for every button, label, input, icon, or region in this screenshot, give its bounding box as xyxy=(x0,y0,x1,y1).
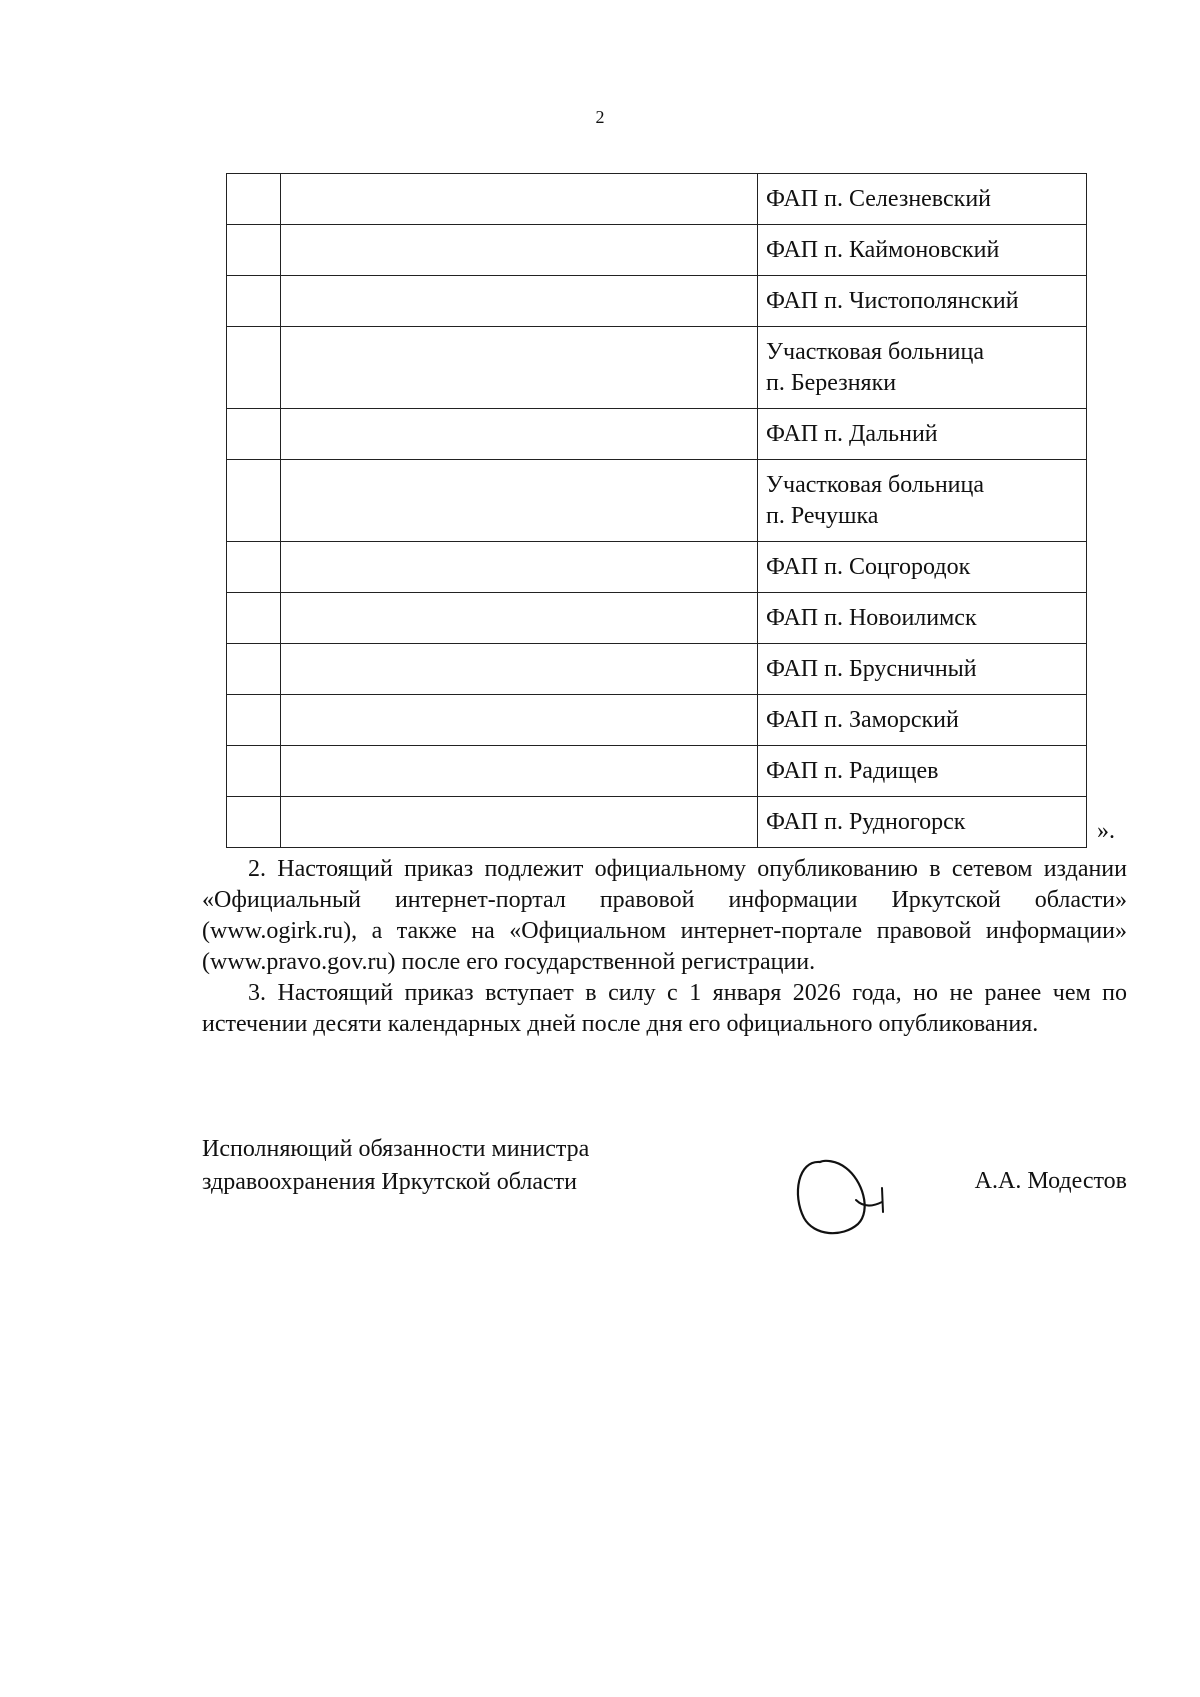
empty-cell-number xyxy=(227,276,281,327)
facilities-table xyxy=(226,173,1087,848)
facility-name-line: ФАП п. Селезневский xyxy=(766,186,991,212)
facility-name-line: Участковая больница xyxy=(766,339,985,365)
facility-name-line: Участковая больница xyxy=(766,472,985,498)
closing-quote: ». xyxy=(1097,818,1115,844)
facility-name-line: ФАП п. Новоилимск xyxy=(766,605,977,631)
empty-cell-district xyxy=(281,225,758,276)
handwritten-signature xyxy=(790,1150,900,1240)
facility-cell xyxy=(758,460,1087,542)
table-row xyxy=(227,644,1087,695)
facility-cell xyxy=(758,174,1087,225)
paragraph-effective-date: 3. Настоящий приказ вступает в силу с 1 января 2026 года, но не ранее чем по истечении десяти календарных дней после дня его официального опубликования. xyxy=(202,980,1127,1037)
empty-cell-district xyxy=(281,644,758,695)
empty-cell-district xyxy=(281,542,758,593)
table-row xyxy=(227,542,1087,593)
table-row xyxy=(227,460,1087,542)
table-row xyxy=(227,327,1087,409)
position-line-2: здравоохранения Иркутской области xyxy=(202,1169,577,1195)
empty-cell-number xyxy=(227,695,281,746)
facility-cell xyxy=(758,409,1087,460)
facility-name-line: ФАП п. Брусничный xyxy=(766,656,977,682)
facility-name-line: ФАП п. Чистополянский xyxy=(766,288,1019,314)
paragraph-publication: 2. Настоящий приказ подлежит официальному опубликованию в сетевом издании «Официальный интернет-портал правовой информации Иркутской области» (www.ogirk.ru), а также на «Официальном интернет-портале правовой информации» (www.pravo.gov.ru) после его государственной регистрации. xyxy=(202,856,1127,975)
empty-cell-district xyxy=(281,174,758,225)
table-row xyxy=(227,593,1087,644)
empty-cell-number xyxy=(227,644,281,695)
empty-cell-district xyxy=(281,746,758,797)
empty-cell-number xyxy=(227,542,281,593)
table-row xyxy=(227,746,1087,797)
empty-cell-district xyxy=(281,593,758,644)
empty-cell-number xyxy=(227,225,281,276)
empty-cell-number xyxy=(227,409,281,460)
facility-name-line: ФАП п. Радищев xyxy=(766,758,939,784)
body-text xyxy=(202,854,1127,1040)
empty-cell-number xyxy=(227,460,281,542)
facility-cell xyxy=(758,276,1087,327)
table-row xyxy=(227,225,1087,276)
empty-cell-district xyxy=(281,409,758,460)
facility-name-line: ФАП п. Заморский xyxy=(766,707,959,733)
facility-cell xyxy=(758,797,1087,848)
signer-name: А.А. Модестов xyxy=(974,1168,1127,1194)
table-row xyxy=(227,276,1087,327)
facility-name-line: ФАП п. Соцгородок xyxy=(766,554,971,580)
facility-name-line: ФАП п. Дальний xyxy=(766,421,938,447)
empty-cell-number xyxy=(227,797,281,848)
facility-cell xyxy=(758,327,1087,409)
empty-cell-number xyxy=(227,327,281,409)
page-number: 2 xyxy=(595,107,605,127)
facility-cell xyxy=(758,644,1087,695)
empty-cell-district xyxy=(281,695,758,746)
facility-name-line: ФАП п. Рудногорск xyxy=(766,809,966,835)
empty-cell-number xyxy=(227,593,281,644)
empty-cell-number xyxy=(227,174,281,225)
empty-cell-district xyxy=(281,327,758,409)
facility-cell xyxy=(758,225,1087,276)
empty-cell-district xyxy=(281,276,758,327)
facility-name-line: ФАП п. Каймоновский xyxy=(766,237,1000,263)
table-row xyxy=(227,797,1087,848)
signatory-position xyxy=(202,1133,589,1199)
empty-cell-district xyxy=(281,460,758,542)
table-row xyxy=(227,695,1087,746)
facility-name-line: п. Речушка xyxy=(766,503,879,529)
empty-cell-number xyxy=(227,746,281,797)
facility-name-line: п. Березняки xyxy=(766,370,897,396)
facility-cell xyxy=(758,542,1087,593)
empty-cell-district xyxy=(281,797,758,848)
table-row xyxy=(227,174,1087,225)
position-line-1: Исполняющий обязанности министра xyxy=(202,1136,590,1162)
table-row xyxy=(227,409,1087,460)
facility-cell xyxy=(758,746,1087,797)
facility-cell xyxy=(758,593,1087,644)
facility-cell xyxy=(758,695,1087,746)
